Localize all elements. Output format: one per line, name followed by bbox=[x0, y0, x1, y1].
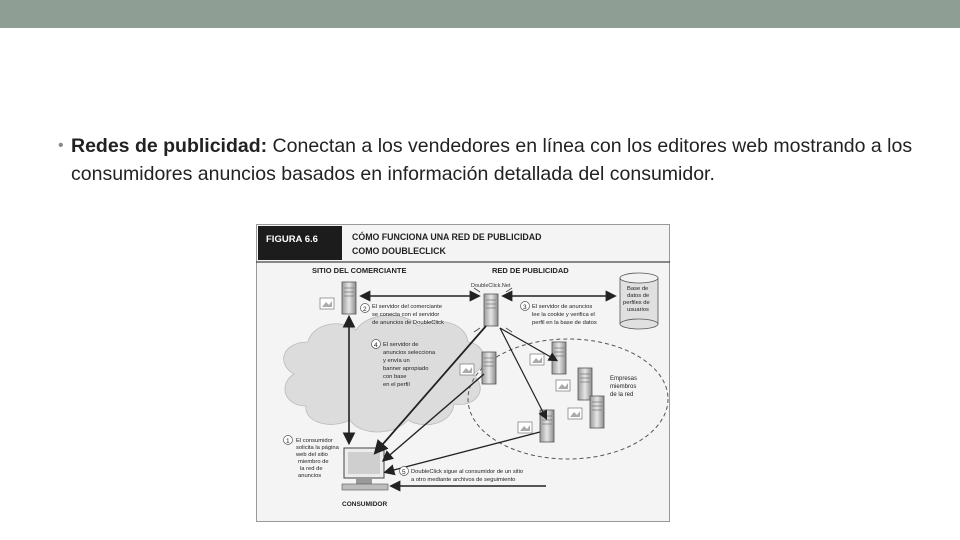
bullet-paragraph bbox=[58, 132, 918, 188]
step-3-number: 3 bbox=[523, 304, 527, 311]
step-1-text: El consumidor solicita la página web del sitio miembro de la red de anuncios bbox=[296, 438, 339, 479]
col-ad-network: RED DE PUBLICIDAD bbox=[492, 266, 569, 275]
doubleclick-server-icon bbox=[484, 294, 498, 326]
member-server-1-icon bbox=[482, 352, 496, 384]
merchant-server-icon bbox=[342, 282, 356, 314]
col-merchant-site: SITIO DEL COMERCIANTE bbox=[312, 266, 407, 275]
member-page-4-icon bbox=[568, 408, 582, 419]
top-accent-bar bbox=[0, 0, 960, 28]
doubleclick-server-label: DoubleClick.Net bbox=[471, 283, 511, 289]
member-page-3-icon bbox=[556, 380, 570, 391]
member-page-2-icon bbox=[530, 354, 544, 365]
step-4-text: El servidor de anuncios selecciona y envía un banner apropiado con base en el perfil bbox=[383, 342, 436, 388]
step-5-text: DoubleClick sigue al consumidor de un sitio a otro mediante archivos de seguimiento bbox=[411, 469, 524, 483]
step-4-number: 4 bbox=[374, 342, 378, 349]
step-5-number: 5 bbox=[402, 469, 406, 476]
member-page-1-icon bbox=[460, 364, 474, 375]
member-server-3-icon bbox=[578, 368, 592, 400]
bullet-term: Redes de publicidad: bbox=[71, 135, 268, 157]
step-1-number: 1 bbox=[286, 438, 290, 445]
bullet-dot: • bbox=[58, 137, 64, 154]
member-server-2-icon bbox=[552, 342, 566, 374]
consumer-computer-icon bbox=[342, 448, 388, 490]
figure-svg bbox=[256, 224, 670, 522]
step-2-text: El servidor del comerciante se conecta con el servidor de anuncios de DoubleClick bbox=[372, 304, 444, 326]
database-label: Base de datos de perfiles de usuarios bbox=[623, 286, 650, 313]
member-page-5-icon bbox=[518, 422, 532, 433]
figure-badge: FIGURA 6.6 bbox=[266, 234, 318, 245]
bullet-description: Conectan a los vendedores en línea con los editores web mostrando a los consumidores anuncios basados en información detallada del consumidor. bbox=[71, 135, 913, 185]
merchant-page-icon bbox=[320, 298, 334, 309]
step-3-text: El servidor de anuncios lee la cookie y verifica el perfil en la base de datos bbox=[532, 304, 597, 326]
figure-title-line2: COMO DOUBLECLICK bbox=[352, 246, 446, 256]
step-2-number: 2 bbox=[363, 306, 367, 313]
consumer-label: CONSUMIDOR bbox=[342, 501, 388, 508]
member-server-5-icon bbox=[540, 410, 554, 442]
figure-ad-network-diagram bbox=[256, 224, 670, 522]
figure-title-line1: CÓMO FUNCIONA UNA RED DE PUBLICIDAD bbox=[352, 232, 542, 242]
member-server-4-icon bbox=[590, 396, 604, 428]
member-companies-label: Empresas miembros de la red bbox=[610, 376, 638, 398]
bullet-text bbox=[71, 132, 918, 188]
